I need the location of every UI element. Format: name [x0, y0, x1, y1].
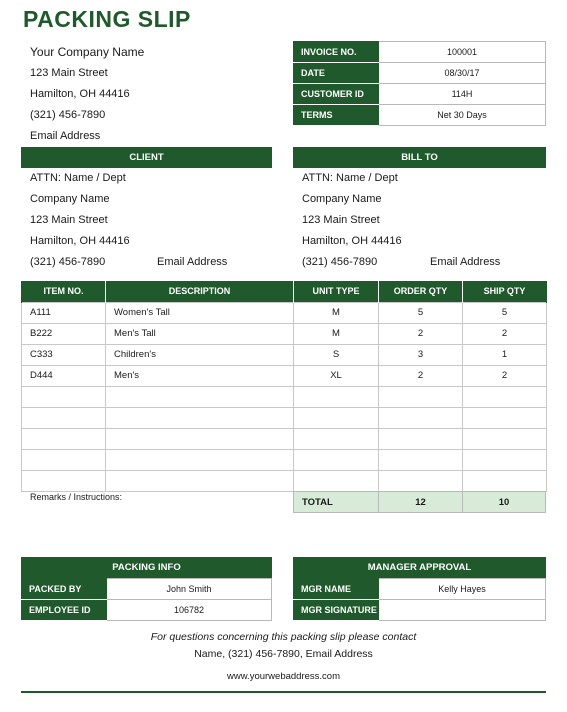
cell-description[interactable]: [106, 428, 294, 449]
items-header-row: [22, 281, 547, 302]
cell-order-qty[interactable]: [379, 449, 463, 470]
cell-unit-type[interactable]: [294, 407, 379, 428]
mgr-signature-value[interactable]: [379, 600, 546, 621]
bill-to-company: Company Name: [302, 193, 382, 205]
cell-order-qty[interactable]: [379, 428, 463, 449]
cell-order-qty[interactable]: 3: [379, 344, 463, 365]
total-label: TOTAL: [294, 492, 379, 513]
table-row: [22, 323, 547, 344]
cell-order-qty[interactable]: 2: [379, 365, 463, 386]
company-phone: (321) 456-7890: [30, 109, 106, 121]
cell-order-qty[interactable]: [379, 470, 463, 491]
footer-rule: [21, 691, 546, 693]
company-email: Email Address: [30, 130, 101, 142]
packed-by-label: PACKED BY: [22, 579, 107, 600]
mgr-name-value[interactable]: Kelly Hayes: [379, 579, 546, 600]
cell-ship-qty[interactable]: 2: [463, 365, 547, 386]
cell-description[interactable]: [106, 449, 294, 470]
table-row: [22, 344, 547, 365]
table-row: [22, 386, 547, 407]
cell-description[interactable]: [106, 470, 294, 491]
cell-unit-type[interactable]: [294, 449, 379, 470]
invoice-info-table: [293, 41, 546, 126]
cell-ship-qty[interactable]: 5: [463, 302, 547, 323]
cell-order-qty[interactable]: 5: [379, 302, 463, 323]
manager-approval-table: [293, 578, 546, 621]
mgr-name-label: MGR NAME: [294, 579, 379, 600]
employee-id-value[interactable]: 106782: [107, 600, 272, 621]
cell-order-qty[interactable]: 2: [379, 323, 463, 344]
footer-website[interactable]: www.yourwebaddress.com: [227, 671, 340, 682]
client-city: Hamilton, OH 44416: [30, 235, 130, 247]
cell-unit-type[interactable]: M: [294, 323, 379, 344]
total-order-qty: 12: [379, 492, 463, 513]
cell-item-no[interactable]: B222: [22, 323, 106, 344]
cell-description[interactable]: Women's Tall: [106, 302, 294, 323]
cell-description[interactable]: [106, 386, 294, 407]
invoice-number-label: INVOICE NO.: [294, 42, 379, 63]
client-company: Company Name: [30, 193, 110, 205]
cell-order-qty[interactable]: [379, 386, 463, 407]
cell-ship-qty[interactable]: [463, 449, 547, 470]
cell-unit-type[interactable]: [294, 470, 379, 491]
col-unit-type: UNIT TYPE: [294, 281, 379, 302]
cell-ship-qty[interactable]: [463, 470, 547, 491]
packing-info-row: [22, 579, 272, 600]
packed-by-value[interactable]: John Smith: [107, 579, 272, 600]
col-item-no: ITEM NO.: [22, 281, 106, 302]
page-title: PACKING SLIP: [23, 6, 191, 32]
totals-table: [293, 491, 546, 513]
total-ship-qty: 10: [463, 492, 546, 513]
cell-item-no[interactable]: D444: [22, 365, 106, 386]
cell-description[interactable]: [106, 407, 294, 428]
manager-approval-row: [294, 600, 546, 621]
client-attn: ATTN: Name / Dept: [30, 172, 126, 184]
table-row: [22, 365, 547, 386]
table-row: [22, 428, 547, 449]
cell-unit-type[interactable]: XL: [294, 365, 379, 386]
cell-description[interactable]: Children's: [106, 344, 294, 365]
company-name: Your Company Name: [30, 45, 145, 59]
manager-approval-header: MANAGER APPROVAL: [293, 557, 546, 578]
cell-unit-type[interactable]: M: [294, 302, 379, 323]
col-description: DESCRIPTION: [106, 281, 294, 302]
date-value[interactable]: 08/30/17: [379, 63, 546, 84]
packing-info-header: PACKING INFO: [21, 557, 272, 578]
cell-ship-qty[interactable]: 2: [463, 323, 547, 344]
invoice-row: [294, 84, 546, 105]
cell-item-no[interactable]: C333: [22, 344, 106, 365]
cell-item-no[interactable]: A111: [22, 302, 106, 323]
footer-contact: Name, (321) 456-7890, Email Address: [194, 648, 373, 660]
mgr-signature-label: MGR SIGNATURE: [294, 600, 379, 621]
bill-to-attn: ATTN: Name / Dept: [302, 172, 398, 184]
cell-order-qty[interactable]: [379, 407, 463, 428]
invoice-row: [294, 63, 546, 84]
invoice-number-value[interactable]: 100001: [379, 42, 546, 63]
client-email: Email Address: [157, 256, 228, 268]
company-street: 123 Main Street: [30, 67, 108, 79]
bill-to-email: Email Address: [430, 256, 501, 268]
client-street: 123 Main Street: [30, 214, 108, 226]
cell-ship-qty[interactable]: [463, 407, 547, 428]
table-row: [22, 407, 547, 428]
bill-to-city: Hamilton, OH 44416: [302, 235, 402, 247]
items-table: [21, 281, 547, 492]
manager-approval-row: [294, 579, 546, 600]
table-row: [22, 302, 547, 323]
bill-to-street: 123 Main Street: [302, 214, 380, 226]
cell-unit-type[interactable]: [294, 386, 379, 407]
company-city: Hamilton, OH 44416: [30, 88, 130, 100]
cell-item-no[interactable]: [22, 407, 106, 428]
date-label: DATE: [294, 63, 379, 84]
employee-id-label: EMPLOYEE ID: [22, 600, 107, 621]
cell-item-no[interactable]: [22, 386, 106, 407]
cell-item-no[interactable]: [22, 428, 106, 449]
bill-to-phone: (321) 456-7890: [302, 256, 378, 268]
cell-item-no[interactable]: [22, 470, 106, 491]
cell-description[interactable]: Men's Tall: [106, 323, 294, 344]
col-order-qty: ORDER QTY: [379, 281, 463, 302]
bill-to-header: BILL TO: [293, 147, 546, 168]
cell-ship-qty[interactable]: [463, 386, 547, 407]
customer-id-value[interactable]: 114H: [379, 84, 546, 105]
invoice-row: [294, 105, 546, 126]
table-row: [22, 449, 547, 470]
cell-ship-qty[interactable]: [463, 428, 547, 449]
col-ship-qty: SHIP QTY: [463, 281, 547, 302]
table-row: [22, 470, 547, 491]
cell-unit-type[interactable]: S: [294, 344, 379, 365]
cell-description[interactable]: Men's: [106, 365, 294, 386]
packing-info-table: [21, 578, 272, 621]
cell-ship-qty[interactable]: 1: [463, 344, 547, 365]
footer-note: For questions concerning this packing slip please contact: [150, 631, 417, 643]
client-header: CLIENT: [21, 147, 272, 168]
totals-row: [294, 492, 546, 513]
invoice-row: [294, 42, 546, 63]
packing-info-row: [22, 600, 272, 621]
remarks-label: Remarks / Instructions:: [30, 492, 123, 502]
terms-label: TERMS: [294, 105, 379, 126]
terms-value[interactable]: Net 30 Days: [379, 105, 546, 126]
cell-unit-type[interactable]: [294, 428, 379, 449]
client-phone: (321) 456-7890: [30, 256, 106, 268]
customer-id-label: CUSTOMER ID: [294, 84, 379, 105]
cell-item-no[interactable]: [22, 449, 106, 470]
